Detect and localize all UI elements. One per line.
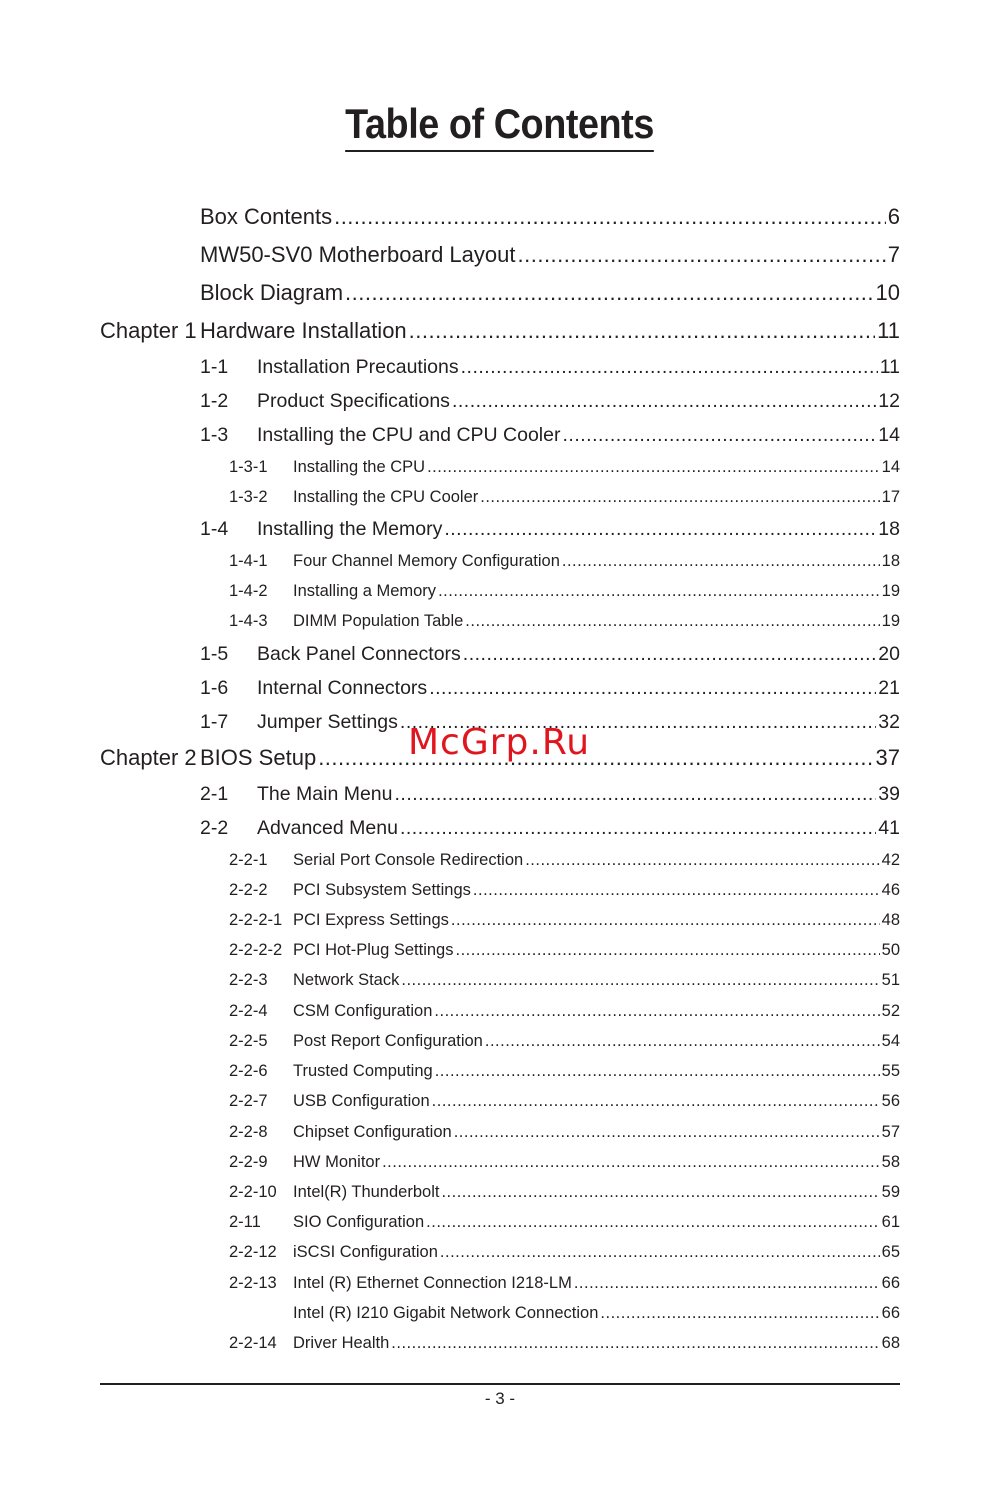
toc-entry-label: Back Panel Connectors xyxy=(257,643,461,665)
toc-entry-label: PCI Express Settings xyxy=(293,911,449,929)
toc-dot-leader xyxy=(345,280,873,306)
watermark: McGrp.Ru xyxy=(408,722,591,763)
toc-entry-number: 2-2-5 xyxy=(229,1032,268,1050)
toc-dot-leader xyxy=(409,318,875,344)
toc-entry[interactable] xyxy=(200,642,900,666)
toc-entry[interactable] xyxy=(229,940,900,960)
toc-entry-label: CSM Configuration xyxy=(293,1002,433,1020)
toc-entry-page: 17 xyxy=(881,488,900,506)
toc-entry-page: 18 xyxy=(878,518,900,540)
toc-entry-page: 50 xyxy=(881,941,900,959)
toc-entry[interactable] xyxy=(200,423,900,447)
toc-dot-leader xyxy=(485,1031,880,1051)
toc-dot-leader xyxy=(382,1152,880,1172)
toc-entry-page: 57 xyxy=(881,1123,900,1141)
toc-entry-page: 37 xyxy=(875,745,900,770)
toc-entry-page: 18 xyxy=(881,552,900,570)
toc-entry-page: 52 xyxy=(881,1002,900,1020)
toc-entry-page: 66 xyxy=(881,1274,900,1292)
toc-dot-leader xyxy=(394,782,876,806)
toc-entry-number: 2-11 xyxy=(229,1213,261,1231)
toc-entry-number: 1-3-1 xyxy=(229,458,268,476)
toc-dot-leader xyxy=(435,1061,880,1081)
page-title: Table of Contents xyxy=(346,100,655,152)
toc-entry-page: 14 xyxy=(878,424,900,446)
toc-entry[interactable] xyxy=(229,910,900,930)
toc-entry[interactable] xyxy=(229,457,900,477)
toc-entry-number: 2-2-10 xyxy=(229,1183,277,1201)
toc-entry-page: 54 xyxy=(881,1032,900,1050)
toc-entry-number: 1-6 xyxy=(200,677,229,699)
toc-entry-page: 20 xyxy=(878,643,900,665)
toc-entry[interactable] xyxy=(229,1182,900,1202)
toc-entry-label: Advanced Menu xyxy=(257,817,398,839)
toc-entry[interactable] xyxy=(100,318,900,344)
toc-dot-leader xyxy=(456,940,880,960)
toc-entry-label: Installation Precautions xyxy=(257,356,459,378)
toc-dot-leader xyxy=(454,1122,880,1142)
toc-entry-page: 51 xyxy=(881,971,900,989)
toc-entry[interactable] xyxy=(229,1031,900,1051)
toc-dot-leader xyxy=(426,1212,879,1232)
toc-entry-number: 2-2-1 xyxy=(229,851,268,869)
toc-entry-number: 2-2 xyxy=(200,817,229,839)
toc-entry-number: Chapter 1 xyxy=(100,318,197,343)
toc-entry-page: 58 xyxy=(881,1153,900,1171)
toc-entry-label: Intel(R) Thunderbolt xyxy=(293,1183,440,1201)
toc-entry-page: 12 xyxy=(878,390,900,412)
toc-dot-leader xyxy=(473,880,880,900)
toc-dot-leader xyxy=(562,551,880,571)
toc-entry[interactable] xyxy=(229,1212,900,1232)
toc-entry-page: 11 xyxy=(879,356,900,378)
toc-dot-leader xyxy=(465,611,879,631)
toc-entry-number: 1-3 xyxy=(200,424,229,446)
toc-entry-page: 55 xyxy=(881,1062,900,1080)
toc-dot-leader xyxy=(427,457,880,477)
toc-entry-label: DIMM Population Table xyxy=(293,612,464,630)
toc-entry-page: 32 xyxy=(878,711,900,733)
toc-entry-number: 2-2-2-1 xyxy=(229,911,283,929)
toc-entry-label: Installing the CPU and CPU Cooler xyxy=(257,424,561,446)
toc-entry-label: Intel (R) Ethernet Connection I218-LM xyxy=(293,1274,572,1292)
toc-entry[interactable] xyxy=(229,1091,900,1111)
toc-entry-label: Installing the CPU xyxy=(293,458,426,476)
toc-dot-leader xyxy=(452,389,876,413)
toc-entry[interactable] xyxy=(229,1273,900,1293)
toc-entry-label: PCI Hot-Plug Settings xyxy=(293,941,454,959)
toc-entry-number: 2-2-14 xyxy=(229,1334,277,1352)
toc-entry-label: PCI Subsystem Settings xyxy=(293,881,471,899)
toc-entry[interactable] xyxy=(229,611,900,631)
toc-dot-leader xyxy=(440,1242,880,1262)
toc-dot-leader xyxy=(432,1091,880,1111)
toc-entry[interactable] xyxy=(229,850,900,870)
toc-entry-page: 56 xyxy=(881,1092,900,1110)
toc-entry[interactable] xyxy=(229,970,900,990)
toc-entry-page: 10 xyxy=(875,280,900,305)
toc-entry[interactable] xyxy=(229,1333,900,1353)
toc-entry[interactable] xyxy=(100,280,900,306)
toc-entry[interactable] xyxy=(100,204,900,230)
toc-entry-label: Hardware Installation xyxy=(200,318,407,343)
toc-dot-leader xyxy=(600,1303,879,1323)
toc-entry-label: BIOS Setup xyxy=(200,745,317,770)
toc-entry-number: 1-4-2 xyxy=(229,582,268,600)
toc-entry-number: 2-2-3 xyxy=(229,971,268,989)
toc-entry-page: 6 xyxy=(887,204,900,229)
title-wrap xyxy=(0,100,1000,152)
toc-entry-number: 2-2-12 xyxy=(229,1243,277,1261)
toc-entry-page: 42 xyxy=(881,851,900,869)
toc-dot-leader xyxy=(400,816,876,840)
toc-dot-leader xyxy=(562,423,876,447)
toc-dot-leader xyxy=(391,1333,879,1353)
toc-entry-label: Post Report Configuration xyxy=(293,1032,483,1050)
toc-entry[interactable] xyxy=(229,487,900,507)
toc-entry-page: 65 xyxy=(881,1243,900,1261)
toc-dot-leader xyxy=(444,517,876,541)
toc-entry-number: 2-2-2 xyxy=(229,881,268,899)
toc-entry-page: 7 xyxy=(887,242,900,267)
toc-entry-number: 2-2-7 xyxy=(229,1092,268,1110)
toc-dot-leader xyxy=(434,1001,879,1021)
toc-entry-page: 48 xyxy=(881,911,900,929)
toc-entry-page: 61 xyxy=(881,1213,900,1231)
toc-entry-page: 68 xyxy=(881,1334,900,1352)
toc-entry-page: 59 xyxy=(881,1183,900,1201)
toc-entry-label: Installing the Memory xyxy=(257,518,443,540)
toc-entry-number: 2-2-6 xyxy=(229,1062,268,1080)
toc-entry-page: 21 xyxy=(878,677,900,699)
toc-entry[interactable] xyxy=(229,551,900,571)
toc-dot-leader xyxy=(463,642,877,666)
toc-entry[interactable] xyxy=(200,782,900,806)
toc-entry-label: MW50-SV0 Motherboard Layout xyxy=(200,242,516,267)
toc-entry-number: 2-2-4 xyxy=(229,1002,268,1020)
toc-dot-leader xyxy=(574,1273,880,1293)
toc-dot-leader xyxy=(438,581,880,601)
toc-entry[interactable] xyxy=(229,1303,900,1323)
toc-dot-leader xyxy=(461,355,878,379)
footer-divider xyxy=(100,1383,900,1385)
toc-dot-leader xyxy=(429,676,876,700)
toc-entry-label: SIO Configuration xyxy=(293,1213,425,1231)
toc-entry-number: 2-2-13 xyxy=(229,1274,277,1292)
toc-entry-number: 2-2-9 xyxy=(229,1153,268,1171)
toc-entry-label: Trusted Computing xyxy=(293,1062,433,1080)
toc-dot-leader xyxy=(334,204,886,230)
toc-entry-label: Installing a Memory xyxy=(293,582,437,600)
toc-entry-label: Serial Port Console Redirection xyxy=(293,851,524,869)
toc-entry[interactable] xyxy=(229,1152,900,1172)
toc-entry-label: The Main Menu xyxy=(257,783,393,805)
toc-entry[interactable] xyxy=(229,1061,900,1081)
toc-dot-leader xyxy=(451,910,880,930)
toc-entry-number: 2-2-2-2 xyxy=(229,941,283,959)
toc-entry[interactable] xyxy=(200,517,900,541)
toc-entry-label: Block Diagram xyxy=(200,280,344,305)
toc-entry-number: 2-2-8 xyxy=(229,1123,268,1141)
toc-entry-number: 2-1 xyxy=(200,783,229,805)
toc-entry[interactable] xyxy=(100,242,900,268)
toc-dot-leader xyxy=(318,745,873,771)
toc-entry-page: 66 xyxy=(881,1304,900,1322)
toc-dot-leader xyxy=(401,970,879,990)
toc-entry-number: 1-1 xyxy=(200,356,229,378)
footer-page-number: - 3 - xyxy=(484,1389,516,1408)
toc-entry-page: 19 xyxy=(881,612,900,630)
toc-entry[interactable] xyxy=(200,389,900,413)
toc-entry-number: 1-4-3 xyxy=(229,612,268,630)
toc-entry-number: 1-3-2 xyxy=(229,488,268,506)
toc-entry-label: Installing the CPU Cooler xyxy=(293,488,479,506)
toc-entry-page: 46 xyxy=(881,881,900,899)
toc-entry-page: 41 xyxy=(878,817,900,839)
toc-entry-label: Internal Connectors xyxy=(257,677,428,699)
toc-entry-number: 1-4-1 xyxy=(229,552,268,570)
toc-dot-leader xyxy=(525,850,879,870)
toc-entry-label: Box Contents xyxy=(200,204,333,229)
toc-entry-label: Product Specifications xyxy=(257,390,450,412)
toc-entry-number: 1-2 xyxy=(200,390,229,412)
toc-entry[interactable] xyxy=(200,355,900,379)
toc-entry[interactable] xyxy=(200,816,900,840)
toc-entry-label: Network Stack xyxy=(293,971,400,989)
toc-entry[interactable] xyxy=(229,1122,900,1142)
toc-entry-label: Chipset Configuration xyxy=(293,1123,452,1141)
toc-entry-number: 1-7 xyxy=(200,711,229,733)
toc-entry[interactable] xyxy=(229,581,900,601)
toc-entry-label: Four Channel Memory Configuration xyxy=(293,552,560,570)
toc-entry-page: 14 xyxy=(881,458,900,476)
toc-entry[interactable] xyxy=(229,1242,900,1262)
toc-entry-label: Jumper Settings xyxy=(257,711,398,733)
toc-dot-leader xyxy=(441,1182,879,1202)
toc-entry[interactable] xyxy=(229,880,900,900)
toc-entry-page: 39 xyxy=(878,783,900,805)
toc-entry-label: USB Configuration xyxy=(293,1092,430,1110)
toc-entry[interactable] xyxy=(229,1001,900,1021)
toc-entry-page: 11 xyxy=(877,318,900,343)
toc-entry-label: Intel (R) I210 Gigabit Network Connection xyxy=(293,1304,599,1322)
toc-dot-leader xyxy=(518,242,886,268)
toc-entry-number: 1-4 xyxy=(200,518,229,540)
toc-dot-leader xyxy=(480,487,879,507)
toc-entry-number: Chapter 2 xyxy=(100,745,197,770)
toc-entry-page: 19 xyxy=(881,582,900,600)
toc-entry-label: HW Monitor xyxy=(293,1153,381,1171)
toc-entry-label: iSCSI Configuration xyxy=(293,1243,438,1261)
toc-entry-number: 1-5 xyxy=(200,643,229,665)
toc-entry-label: Driver Health xyxy=(293,1334,390,1352)
toc-entry[interactable] xyxy=(200,676,900,700)
